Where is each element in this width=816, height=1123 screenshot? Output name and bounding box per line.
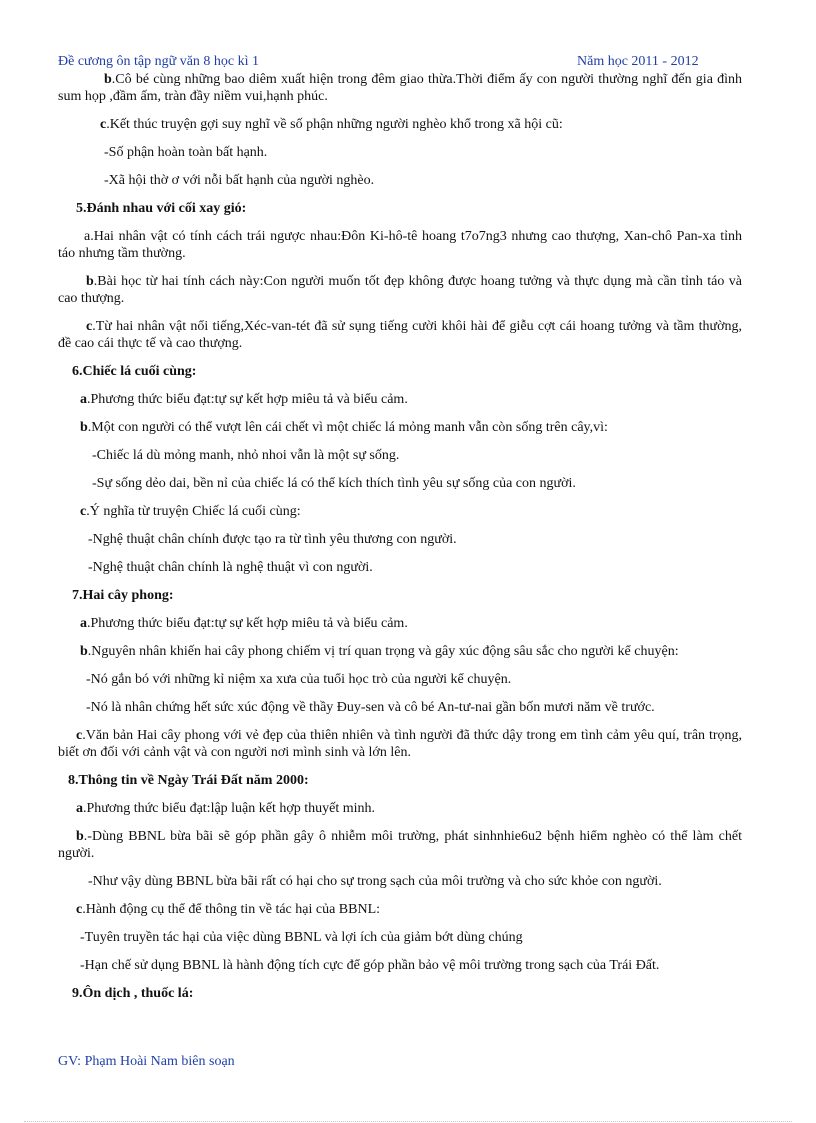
paragraph [58, 419, 742, 436]
paragraph [58, 800, 742, 817]
paragraph-text: .Cô bé cùng những bao diêm xuất hiện trong đêm giao thừa.Thời điểm ấy con người thường nghĩ đến gia đình sum họp ,đầm ấm, tràn đầy niềm vui,hạnh phúc. [58, 72, 742, 104]
paragraph-text: .Phương thức biểu đạt:tự sự kết hợp miêu tả và biểu cảm. [87, 616, 408, 631]
paragraph [58, 643, 742, 660]
paragraph [58, 447, 742, 464]
paragraph [58, 318, 742, 352]
paragraph [58, 615, 742, 632]
paragraph [58, 71, 742, 105]
paragraph [58, 531, 742, 548]
paragraph [58, 699, 742, 716]
paragraph-text: -Hạn chế sử dụng BBNL là hành động tích cực để góp phần bảo vệ môi trường trong sạch của Trái Đất. [80, 958, 660, 973]
paragraph-text: -Nó gắn bó với những kỉ niệm xa xưa của tuổi học trò của người kể chuyện. [86, 672, 512, 687]
footer-author: GV: Phạm Hoài Nam biên soạn [58, 1054, 235, 1069]
paragraph [58, 957, 742, 974]
paragraph-text: .-Dùng BBNL bừa bãi sẽ góp phần gây ô nhiễm môi trường, phát sinhnhie6u2 bệnh hiểm nghèo có thể làm chết người. [58, 829, 742, 861]
header-school-year: Năm học 2011 - 2012 [577, 54, 699, 69]
paragraph-text: -Chiếc lá dù mỏng manh, nhỏ nhoi vẫn là một sự sống. [92, 448, 400, 463]
paragraph [58, 671, 742, 688]
paragraph [58, 475, 742, 492]
item-label: c [80, 504, 87, 519]
paragraph [58, 929, 742, 946]
paragraph-text: .Văn bản Hai cây phong với vẻ đẹp của thiên nhiên và tình người đã thức dậy trong em tình cảm yêu quí, trân trọng, biết ơn đối với cảnh vật và con người nơi mình sinh và lớn lên. [58, 728, 742, 760]
paragraph [58, 391, 742, 408]
section-heading-text: 7.Hai cây phong: [72, 588, 174, 603]
paragraph-text: -Tuyên truyền tác hại của việc dùng BBNL và lợi ích của giảm bớt dùng chúng [80, 930, 523, 945]
paragraph [58, 727, 742, 761]
item-label: b [76, 829, 84, 844]
paragraph-text: -Nghệ thuật chân chính được tạo ra từ tình yêu thương con người. [88, 532, 457, 547]
paragraph-text: -Sự sống dẻo dai, bền nỉ của chiếc lá có thể kích thích tình yêu sự sống của con người. [92, 476, 576, 491]
paragraph [58, 828, 742, 862]
paragraph-text: -Nó là nhân chứng hết sức xúc động về thầy Đuy-sen và cô bé An-tư-nai gần bốn mươi năm về trước. [86, 700, 655, 715]
page-border [24, 1121, 792, 1122]
section-heading [58, 587, 742, 604]
paragraph-text: .Bài học từ hai tính cách này:Con người muốn tốt đẹp không được hoang tưởng và thực dụng mà cần tỉnh táo và cao thượng. [58, 274, 742, 306]
paragraph-text: .Một con người có thể vượt lên cái chết vì một chiếc lá mỏng manh vẫn còn sống trên cây,vì: [87, 420, 608, 435]
item-label: a [76, 801, 83, 816]
section-heading-text: 5.Đánh nhau với cối xay gió: [76, 201, 247, 216]
item-label: a [80, 616, 87, 631]
paragraph [58, 273, 742, 307]
paragraph-text: .Nguyên nhân khiến hai cây phong chiếm vị trí quan trọng và gây xúc động sâu sắc cho người kể chuyện: [87, 644, 679, 659]
paragraph-text: .Phương thức biểu đạt:lập luận kết hợp thuyết minh. [83, 801, 376, 816]
paragraph-text: -Số phận hoàn toàn bất hạnh. [104, 145, 268, 160]
item-label: c [76, 728, 83, 743]
item-label: c [76, 902, 83, 917]
header-title: Đề cương ôn tập ngữ văn 8 học kì 1 [58, 54, 260, 69]
paragraph [58, 559, 742, 576]
paragraph [58, 901, 742, 918]
section-heading [58, 772, 742, 789]
item-label: c [86, 319, 93, 334]
item-label: c [100, 117, 107, 132]
document-body [58, 71, 742, 1013]
paragraph [58, 228, 742, 262]
paragraph [58, 503, 742, 520]
item-label: b [80, 420, 88, 435]
section-heading-text: 8.Thông tin về Ngày Trái Đất năm 2000: [68, 773, 309, 788]
section-heading [58, 200, 742, 217]
paragraph-text: -Như vậy dùng BBNL bừa bãi rất có hại cho sự trong sạch của môi trường và cho sức khỏe con người. [88, 874, 662, 889]
section-heading [58, 363, 742, 380]
paragraph-text: .Hành động cụ thể để thông tin về tác hại của BBNL: [82, 902, 381, 917]
paragraph-text: -Nghệ thuật chân chính là nghệ thuật vì con người. [88, 560, 373, 575]
paragraph [58, 144, 742, 161]
paragraph [58, 116, 742, 133]
item-label: b [80, 644, 88, 659]
paragraph [58, 172, 742, 189]
paragraph-text: .Kết thúc truyện gợi suy nghĩ về số phận những người nghèo khổ trong xã hội cũ: [106, 117, 563, 132]
section-heading-text: 9.Ôn dịch , thuốc lá: [72, 986, 194, 1001]
item-label: b [104, 72, 112, 87]
item-label: b [86, 274, 94, 289]
item-label: a [80, 392, 87, 407]
paragraph-text: a.Hai nhân vật có tính cách trái ngược nhau:Đôn Ki-hô-tê hoang t7o7ng3 nhưng cao thượng, Xan-chô Pan-xa tỉnh táo nhưng tầm thường. [58, 229, 742, 261]
paragraph [58, 873, 742, 890]
section-heading-text: 6.Chiếc lá cuối cùng: [72, 364, 197, 379]
paragraph-text: .Ý nghĩa từ truyện Chiếc lá cuối cùng: [86, 504, 301, 519]
paragraph-text: -Xã hội thờ ơ với nỗi bất hạnh của người nghèo. [104, 173, 375, 188]
paragraph-text: .Phương thức biểu đạt:tự sự kết hợp miêu tả và biểu cảm. [87, 392, 408, 407]
section-heading [58, 985, 742, 1002]
paragraph-text: .Từ hai nhân vật nổi tiếng,Xéc-van-tét đã sử sụng tiếng cười khôi hài để giễu cợt cái hoang tưởng và tầm thường, đề cao cái thực tế và cao thượng. [58, 319, 742, 351]
